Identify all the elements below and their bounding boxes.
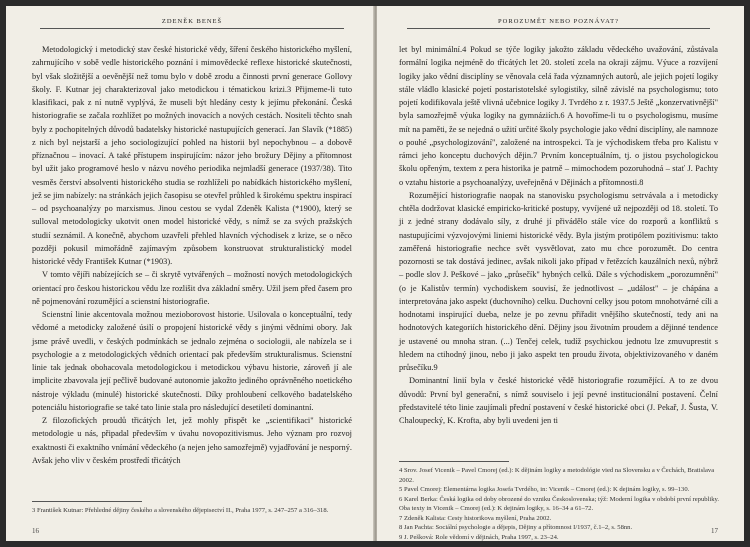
- footnote: 6 Karel Berka: Česká logika od doby obrozené do vzniku Československa; týž: Moderní logika v období první republiky. Oba texty in Vicenik – Cmorej (ed.): K dejinám logiky, s. 16–34 a 61–72.: [399, 495, 720, 512]
- footnotes-left: [32, 501, 348, 516]
- footnote: 3 František Kutnar: Přehledné dějiny českého a slovenského dějepisectví II., Praha 1977, s. 247–257 a 316–318.: [32, 506, 329, 514]
- footnotes-right: [399, 461, 722, 542]
- paragraph: Scienstní linie akcentovala možnou mezioborovost historie. Usilovala o konceptuální, tedy vědomé a metodicky založené úsilí o propojení historické vědy s jinými vědními obory. Jak jsme právě uvedli, v českých podmínkách se jednalo zejména o sociologii, ale nabízela se i psychologie a z metodologických vědních orientací pak především strukturalismus. Scienstní linie tak jednak obohacovala metodologickou i metodickou výbavu historie, zároveň jí ale implicite zbavovala její pečlivě budované autonomie jakožto jediného oprávněného noetického nástroje výkladu (minulé) historické skutečnosti. Díky prohloubení celkového badatelského potenciálu historiografie se také tato linie stala pro následující desetiletí dominantní.: [32, 310, 352, 412]
- paragraph: let byl minimální.4 Pokud se týče logiky jakožto základu vědeckého uvažování, zůstávala formální logika nejméně do třicátých let 20. století zcela na okraji zájmu. Výuce a rozvíjení logiky jako vědní disciplíny se věnovala celá řada významných autorů, ale jejich pojetí logiky stále vládlo klasické pojetí postaristotelské sylogistiky, silně závislé na psychologismu; toto pojetí kodifikovala ještě vlivná učebnice logiky J. Tvrdého z r. 1937.5 Ještě „konzervativnější" byla samozřejmě výuka logiky na gymnáziích.6 A hovoříme-li tu o psychologismu, musíme mít na paměti, že se nejedná o užití určité školy psychologie jako vědní disciplíny, ale namnoze o pouhé „psychologizování", založené na introspekci. Ta je východiskem třeba pro Kalistu v rámci jeho konceptu duchových dějin.7 Prvním konceptuálním, tj. o jistou psychologickou školu opřeným, textem z pera historika je patrně – mimochodem pozoruhodná – stať J. Pachty o vztahu historie a psychoanalýzy, uveřejněná v Dějinách a přítomnosti.8: [399, 45, 718, 187]
- footnote: 8 Jan Pachta: Sociální psychologie a dějepis, Dějiny a přítomnost I/1937, č.1–2, s. 58nn.: [399, 524, 633, 531]
- footnote: 5 Pavel Cmorej: Elementárna logika Josefa Tvrdého, in: Vicenik – Cmorej (ed.): K dejinám logiky, s. 99–130.: [399, 486, 690, 493]
- footnote-rule: [32, 501, 142, 502]
- footnote: 7 Zdeněk Kalista: Cesty historikova myšlení, Praha 2002.: [399, 514, 552, 522]
- running-header-left: ZDENĚK BENEŠ: [40, 18, 344, 29]
- footnote: 9 J. Pešková: Role vědomí v dějinách, Praha 1997, s. 23–24.: [399, 533, 559, 541]
- page-number-left: 16: [32, 527, 39, 535]
- paragraph: Z filozofických proudů třicátých let, jež mohly přispět ke „scientifikaci" historické metodologie u nás, připadal především v úvahu novopozitivismus. Jeho význam pro rozvoj exaktnosti či exaktního vnímání vědeckého (a nejen jeho samozřejmě) vyjadřování je nesporný. Avšak jeho vliv v českém prostředí třicátých: [32, 416, 352, 465]
- paragraph: Metodologický i metodický stav české historické vědy, šíření českého historického myšlení, zahrnujícího v sobě vedle historického poznání i mimovědecké reflexe historické skutečnosti, byl však složitější a oevěnější než tomu bylo v době zrodu a činnosti první generace Gollovy školy. F. Kutnar jej charakterizoval jako metodickou i tématickou krizi.3 Přijmeme-li tuto klasifikaci, pak z ní nutně vyplývá, že museli být hledány cesty k jejímu překonání. Česká historiografie se začala rozhlížet po možných inovacích a nových cestách. Nositeli těchto snah byly z pochopitelných důvodů badatelsky historické nastupujících generací. Jan Slavík (*1885) z nich byl nejstarší a jeho sociologizující pohled na historii byl nepochybnou – a dobově příznačnou – inovací. A také přístupem inspirujícím: názor jeho brožury Dějiny a přítomnost byl užit jako programové heslo v názvu nového periodika nejmladší generace (1937/38). Tito vesměs čerství absolventi historického studia se rozhlíželi po nabídkách historického myšlení, jež se jim nabízely: na stránkách jejich časopisu se otevřel průhled k širokému spektru inspirací – od psychoanalýzy po marxismus. Jinou cestou se vydal Zdeněk Kalista (*1900), který se sulloval metodologicky ukotvit onen model historické vědy, s nímž se za svých pražských studií seznámil. A konečně, abychom uzavřeli přehled hlavních východisek z krize, se o něco později pokusil mimořádně zajímavým způsobem konstruovat strukturalistický model historické vědy František Kutnar (*1903).: [32, 45, 352, 266]
- page-number-right: 17: [711, 527, 718, 535]
- footnote-rule: [399, 461, 509, 462]
- paragraph: V tomto vějíři nabízejících se – či skrytě vytvářených – možností nových metodologických orientací pro českou historickou vědu lze rozlišit dva základní směry. Užil jsem před časem pro ně pojmenování rozumějící a scienstní historiografie.: [32, 270, 352, 306]
- left-page: [6, 6, 374, 541]
- right-page: [377, 6, 744, 541]
- paragraph: Dominantní linií byla v české historické vědě historiografie rozumějící. A to ze dvou důvodů: První byl generační, s nímž souviselo i její pevné institucionální postavení. Čelní představitelé této linie zaujímali přední postavení v české historické obci (J. Pekař, J. Šusta, V. Chaloupecký, K. Krofta, aby byli uvedeni jen ti: [399, 376, 718, 425]
- paragraph: Rozumějící historiografie naopak na stanovisku psychologismu setrvávala a i metodicky chtěla dodržovat klasické empiricko-kritické postupy, vyvíjené už nejpozději od 18. století. To ji z jedné strany dodávalo síly, z druhé jí přivádělo stále více do rozporů a konfliktů s nastupujícími výzvojovými liniemi historické vědy. Byla jistým protipólem pozitivismu: takto zaměřená historiografie nechce svět vysvětlovat, zato mu chce porozumět. Do centra pozornosti se tak dostává jedinec, avšak nikoli jako případ v řetězcích kauzálních nexů, nýbrž – podle slov J. Peškové – jako „průsečík" hybných celků. Dále s východiskem „porozumnění" (o je Kalistův termín) vychodiskem souvisí, že jednotlivost – „událost" – je chápána a interpretována jako aspekt (duchovního) celku. Duchovní celky jsou potom mnohotvárné cíli a hodnotami inspirující dueba, nelze je po zevnu přiřadit vnějšího skutečností, tedy ani na hodnotových kategoriích historického dění. Dějiny jsou životním proudem a dějinné tendence je ustavené ou mnoha stran. (...) Tenčej celek, tudíž psychickou jednotu lze zmuvuprestit s hledem na ctihodný jinou, nebo ji jako aspekt ten proudu života, objektivizovaného v daném průsečíku.9: [399, 190, 718, 372]
- running-header-right: POROZUMĚT NEBO POZNÁVAT?: [407, 18, 710, 29]
- footnote: 4 Srov. Josef Vicenik – Pavel Cmorej (ed.): K dějinám logiky a metodológie vied na Slovensku a v Čechách, Bratislava 2002.: [399, 467, 715, 484]
